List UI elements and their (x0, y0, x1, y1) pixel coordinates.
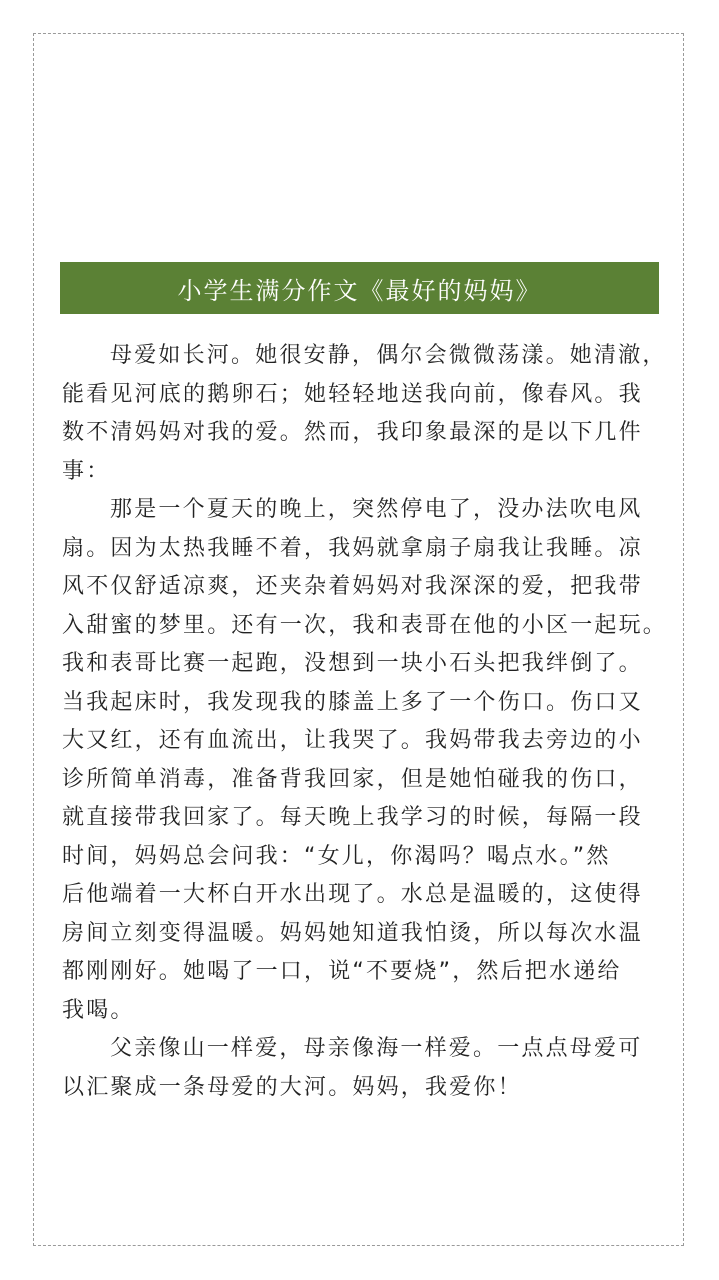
paragraph-2-line-2: 扇。因为太热我睡不着，我妈就拿扇子扇我让我睡。凉 (62, 535, 643, 561)
paragraph-1-line-4: 事： (62, 458, 111, 484)
paragraph-1-line-1: 母爱如长河。她很安静，偶尔会微微荡漾。她清澈， (110, 343, 667, 368)
paragraph-2-line-10: 时间，妈妈总会问我：“女儿，你渴吗？喝点水。”然 (62, 843, 611, 869)
paragraph-2-line-1: 那是一个夏天的晚上，突然停电了，没办法吹电风 (110, 497, 643, 522)
paragraph-1-line-3: 数不清妈妈对我的爱。然而，我印象最深的是以下几件 (62, 420, 643, 445)
article-body (62, 337, 668, 1107)
paragraph-2-line-3: 风不仅舒适凉爽，还夹杂着妈妈对我深深的爱，把我带 (62, 574, 643, 599)
paragraph-2-line-6: 当我起床时，我发现我的膝盖上多了一个伤口。伤口又 (62, 689, 643, 715)
paragraph-2-line-4: 入甜蜜的梦里。还有一次，我和表哥在他的小区一起玩。 (62, 612, 668, 638)
paragraph-2-line-14: 我喝。 (62, 997, 135, 1023)
paragraph-3-line-2: 以汇聚成一条母爱的大河。妈妈，我爱你！ (62, 1074, 522, 1100)
paragraph-2-line-11: 后他端着一大杯白开水出现了。水总是温暖的，这使得 (62, 882, 643, 907)
paragraph-2-line-9: 就直接带我回家了。每天晚上我学习的时候，每隔一段 (62, 805, 643, 830)
paragraph-3-line-1: 父亲像山一样爱，母亲像海一样爱。一点点母爱可 (110, 1036, 643, 1061)
paragraph-2-line-5: 我和表哥比赛一起跑，没想到一块小石头把我绊倒了。 (62, 651, 643, 676)
paragraph-1-line-2: 能看见河底的鹅卵石；她轻轻地送我向前，像春风。我 (62, 381, 643, 407)
paragraph-2-line-8: 诊所简单消毒，准备背我回家，但是她怕碰我的伤口， (62, 766, 643, 792)
article-title-banner (60, 262, 659, 314)
paragraph-2-line-13: 都刚刚好。她喝了一口，说“不要烧”，然后把水递给 (62, 959, 622, 984)
article-title: 小学生满分作文《最好的妈妈》 (177, 276, 542, 305)
paragraph-2-line-12: 房间立刻变得温暖。妈妈她知道我怕烫，所以每次水温 (62, 920, 643, 946)
paragraph-2-line-7: 大又红，还有血流出，让我哭了。我妈带我去旁边的小 (62, 728, 643, 753)
